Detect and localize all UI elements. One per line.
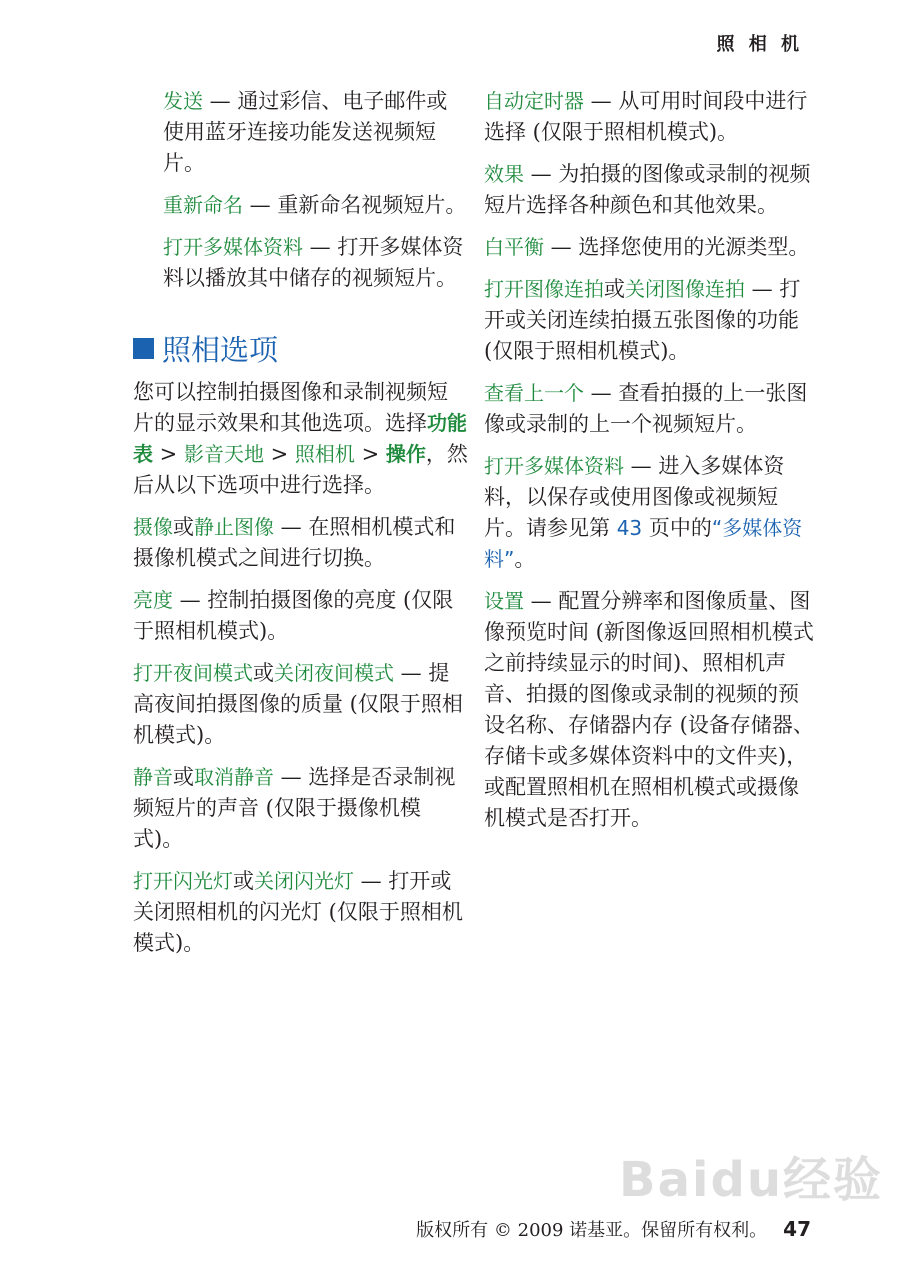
cross-reference-link[interactable]: “多媒体资料” [484,516,803,571]
copyright-text: 版权所有 © 2009 诺基亚。保留所有权利。 [416,1220,768,1241]
option-item: 静音或取消静音 — 选择是否录制视频短片的声音 (仅限于摄像机模式)。 [133,765,456,851]
option-item: 设置 — 配置分辨率和图像质量、图像预览时间 (新图像返回照相机模式之前持续显示的时间)、照相机声音、拍摄的图像或录制的视频的预设名称、存储器内存 (设备存储器、存储卡或多媒体资料中的文件夹)，或配置照相机在照相机模式或摄像机模式是否打开。 [484,589,814,830]
intro-paragraph: 您可以控制拍摄图像和录制视频短片的显示效果和其他选项。选择功能表 > 影音天地 > 照相机 > 操作，然后从以下选项中进行选择。 [133,380,468,497]
left-column [133,86,468,970]
list-item: 打开多媒体资料 — 打开多媒体资料以播放其中储存的视频短片。 [163,235,464,290]
option-item: 亮度 — 控制拍摄图像的亮度 (仅限于照相机模式)。 [133,588,454,643]
option-item: 摄像或静止图像 — 在照相机模式和摄像机模式之间进行切换。 [133,515,456,570]
page-footer [416,1216,811,1242]
square-bullet-icon [133,338,154,359]
option-item: 打开闪光灯或关闭闪光灯 — 打开或关闭照相机的闪光灯 (仅限于照相机模式)。 [133,869,463,955]
option-item: 打开多媒体资料 — 进入多媒体资料，以保存或使用图像或视频短片。请参见第 43 页中的“多媒体资料”。 [484,454,803,571]
page-reference-link[interactable]: 43 [616,516,643,540]
option-item: 查看上一个 — 查看拍摄的上一张图像或录制的上一个视频短片。 [484,381,808,436]
option-item: 白平衡 — 选择您使用的光源类型。 [484,235,810,259]
right-column [484,86,814,845]
option-item: 效果 — 为拍摄的图像或录制的视频短片选择各种颜色和其他效果。 [484,162,811,217]
option-item: 打开图像连拍或关闭图像连拍 — 打开或关闭连续拍摄五张图像的功能 (仅限于照相机模式)。 [484,277,801,363]
option-item: 自动定时器 — 从可用时间段中进行选择 (仅限于照相机模式)。 [484,89,808,144]
watermark-logo: Baidu经验 [619,1152,883,1208]
section-title: 照相选项 [133,328,468,369]
page-number: 47 [783,1217,811,1241]
list-item: 发送 — 通过彩信、电子邮件或使用蓝牙连接功能发送视频短片。 [163,89,448,175]
list-item: 重新命名 — 重新命名视频短片。 [163,193,467,217]
running-header: 照 相 机 [716,34,803,55]
option-item: 打开夜间模式或关闭夜间模式 — 提高夜间拍摄图像的质量 (仅限于照相机模式)。 [133,661,463,747]
